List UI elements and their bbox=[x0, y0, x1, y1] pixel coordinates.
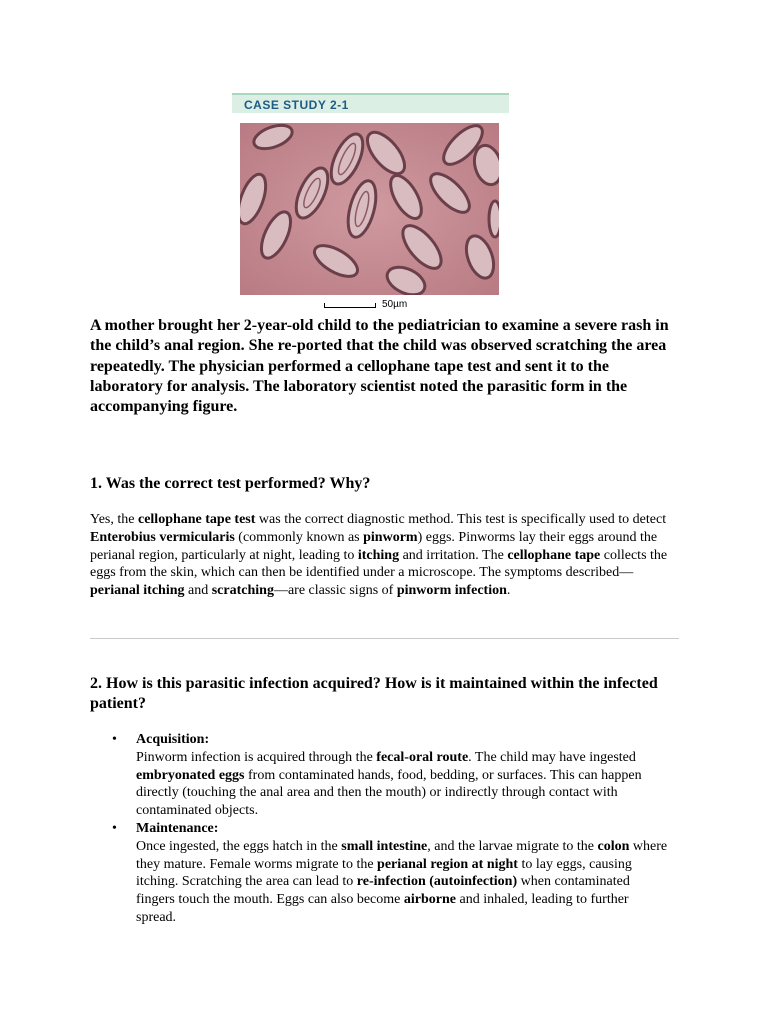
list-item-maintenance bbox=[112, 820, 672, 927]
scale-bar-label: 50µm bbox=[382, 299, 408, 310]
question-1-heading: 1. Was the correct test performed? Why? bbox=[90, 475, 371, 492]
question-2-heading: 2. How is this parasitic infection acquired? How is it maintained within the infected patient? bbox=[90, 675, 658, 712]
bullet: • bbox=[112, 732, 117, 747]
case-study-figure bbox=[232, 93, 509, 310]
question-1-answer: Yes, the cellophane tape test was the correct diagnostic method. This test is specifically used to detect Enterobius vermicularis (commonly known as pinworm) eggs. Pinworms lay their eggs around the perianal region, particularly at night, leading to itching and irritation. The cellophane tape collects the eggs from the skin, which can then be identified under a microscope. The symptoms described—perianal itching and scratching—are classic signs of pinworm infection. bbox=[90, 512, 668, 599]
list-item-body: Pinworm infection is acquired through the fecal-oral route. The child may have ingested embryonated eggs from contaminated hands, food, bedding, or surfaces. This can happen directly (touching the anal area and then the mouth) or indirectly through contact with contaminated objects. bbox=[136, 749, 642, 819]
list-item-body: Once ingested, the eggs hatch in the small intestine, and the larvae migrate to the colon where they mature. Female worms migrate to the perianal region at night to lay eggs, causing itching. Scratching the area can lead to re-infection (autoinfection) when contaminated fingers touch the mouth. Eggs can also become airborne and inhaled, leading to further spread. bbox=[136, 838, 668, 925]
bullet: • bbox=[112, 820, 117, 836]
case-study-header: CASE STUDY 2-1 bbox=[232, 93, 509, 113]
scale-bar bbox=[324, 301, 424, 313]
pinworm-eggs-micrograph bbox=[240, 123, 499, 295]
list-item-acquisition bbox=[112, 731, 672, 820]
list-item-title: Maintenance: bbox=[136, 820, 219, 836]
section-divider bbox=[90, 638, 679, 639]
scale-bar-line bbox=[324, 303, 376, 308]
list-item-title: Acquisition: bbox=[136, 732, 210, 747]
case-description: A mother brought her 2-year-old child to the pediatrician to examine a severe rash in the child’s anal region. She re-ported that the child was observed scratching the area repeatedly. The physician performed a cellophane tape test and sent it to the laboratory for analysis. The laboratory scientist noted the parasitic form in the accompanying figure. bbox=[90, 317, 669, 416]
question-2-answer-list bbox=[112, 731, 672, 927]
